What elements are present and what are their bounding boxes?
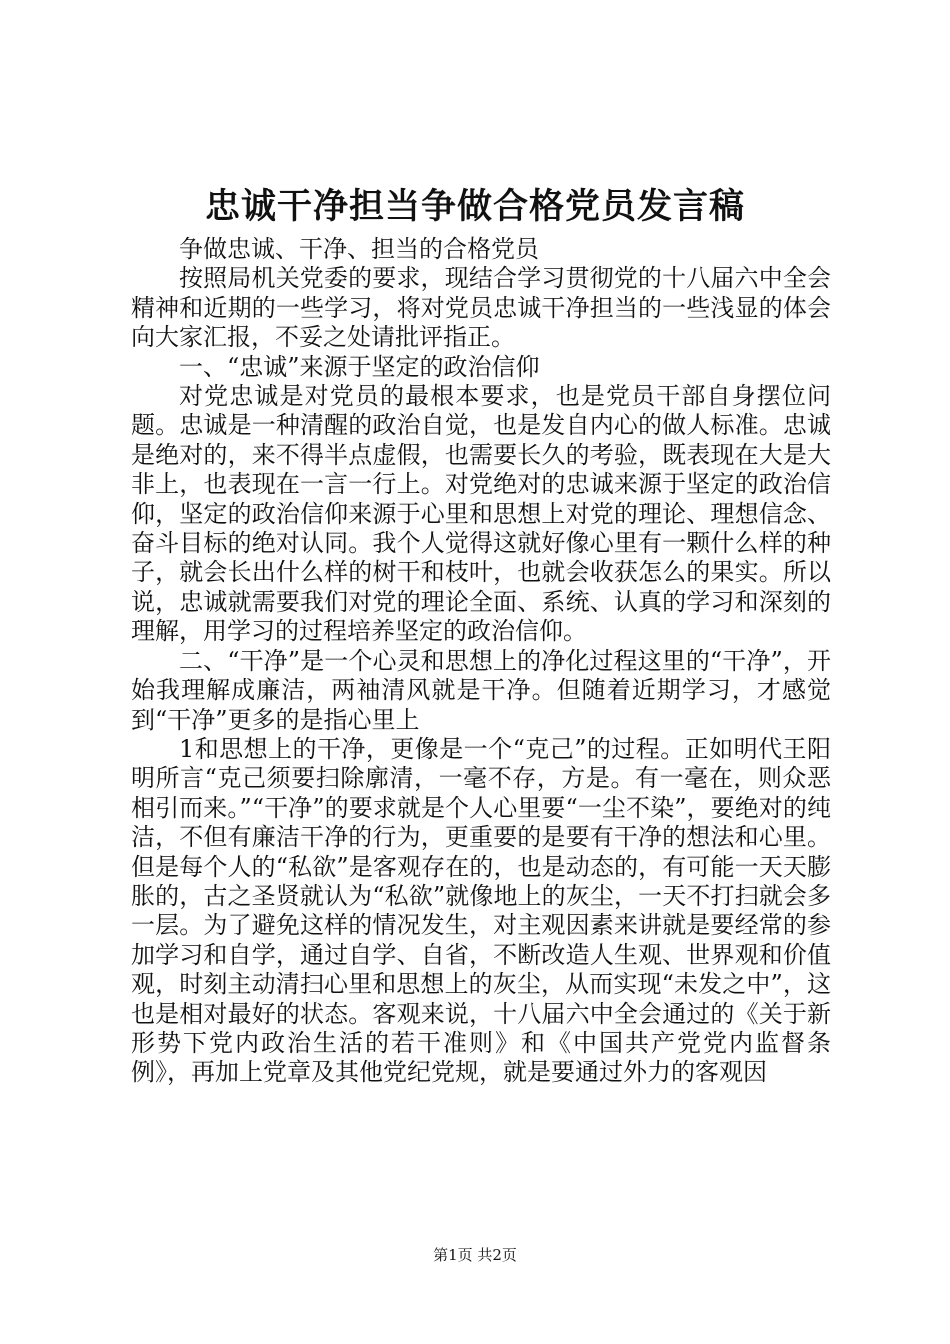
section-heading-clean: 二、“干净”是一个心灵和思想上的净化过程这里的“干净”，开始我理解成廉洁，两袖清风就是干净。但随着近期学习，才感觉到“干净”更多的是指心里上 — [131, 646, 831, 734]
document-title: 忠诚干净担当争做合格党员发言稿 — [204, 186, 745, 227]
section-heading-loyalty: 一、“忠诚”来源于坚定的政治信仰 — [179, 352, 540, 381]
clean-paragraph: 1和思想上的干净，更像是一个“克己”的过程。正如明代王阳明所言“克己须要扫除廓清，一毫不存，方是。有一毫在，则众恶相引而来。”“干净”的要求就是个人心里要“一尘不染”，要绝对的纯洁，不但有廉洁干净的行为，更重要的是要有干净的想法和心里。但是每个人的“私欲”是客观存在的，也是动态的，有可能一天天膨胀的，古之圣贤就认为“私欲”就像地上的灰尘，一天不打扫就会多一层。为了避免这样的情况发生，对主观因素来讲就是要经常的参加学习和自学，通过自学、自省，不断改造人生观、世界观和价值观，时刻主动清扫心里和思想上的灰尘，从而实现“未发之中”，这也是相对最好的状态。客观来说，十八届六中全会通过的《关于新形势下党内政治生活的若干准则》和《中国共产党党内监督条例》，再加上党章及其他党纪党规，就是要通过外力的客观因 — [131, 734, 831, 1087]
document-body — [131, 235, 831, 1088]
intro-paragraph: 按照局机关党委的要求，现结合学习贯彻党的十八届六中全会精神和近期的一些学习，将对党员忠诚干净担当的一些浅显的体会向大家汇报，不妥之处请批评指正。 — [131, 264, 831, 352]
loyalty-paragraph: 对党忠诚是对党员的最根本要求，也是党员干部自身摆位问题。忠诚是一种清醒的政治自觉，也是发自内心的做人标准。忠诚是绝对的，来不得半点虚假，也需要长久的考验，既表现在大是大非上，也表现在一言一行上。对党绝对的忠诚来源于坚定的政治信仰，坚定的政治信仰来源于心里和思想上对党的理论、理想信念、奋斗目标的绝对认同。我个人觉得这就好像心里有一颗什么样的种子，就会长出什么样的树干和枝叶，也就会收获怎么的果实。所以说，忠诚就需要我们对党的理论全面、系统、认真的学习和深刻的理解，用学习的过程培养坚定的政治信仰。 — [131, 382, 831, 646]
subtitle-paragraph: 争做忠诚、干净、担当的合格党员 — [179, 235, 539, 263]
page-footer: 第1页 共2页 — [433, 1246, 517, 1264]
